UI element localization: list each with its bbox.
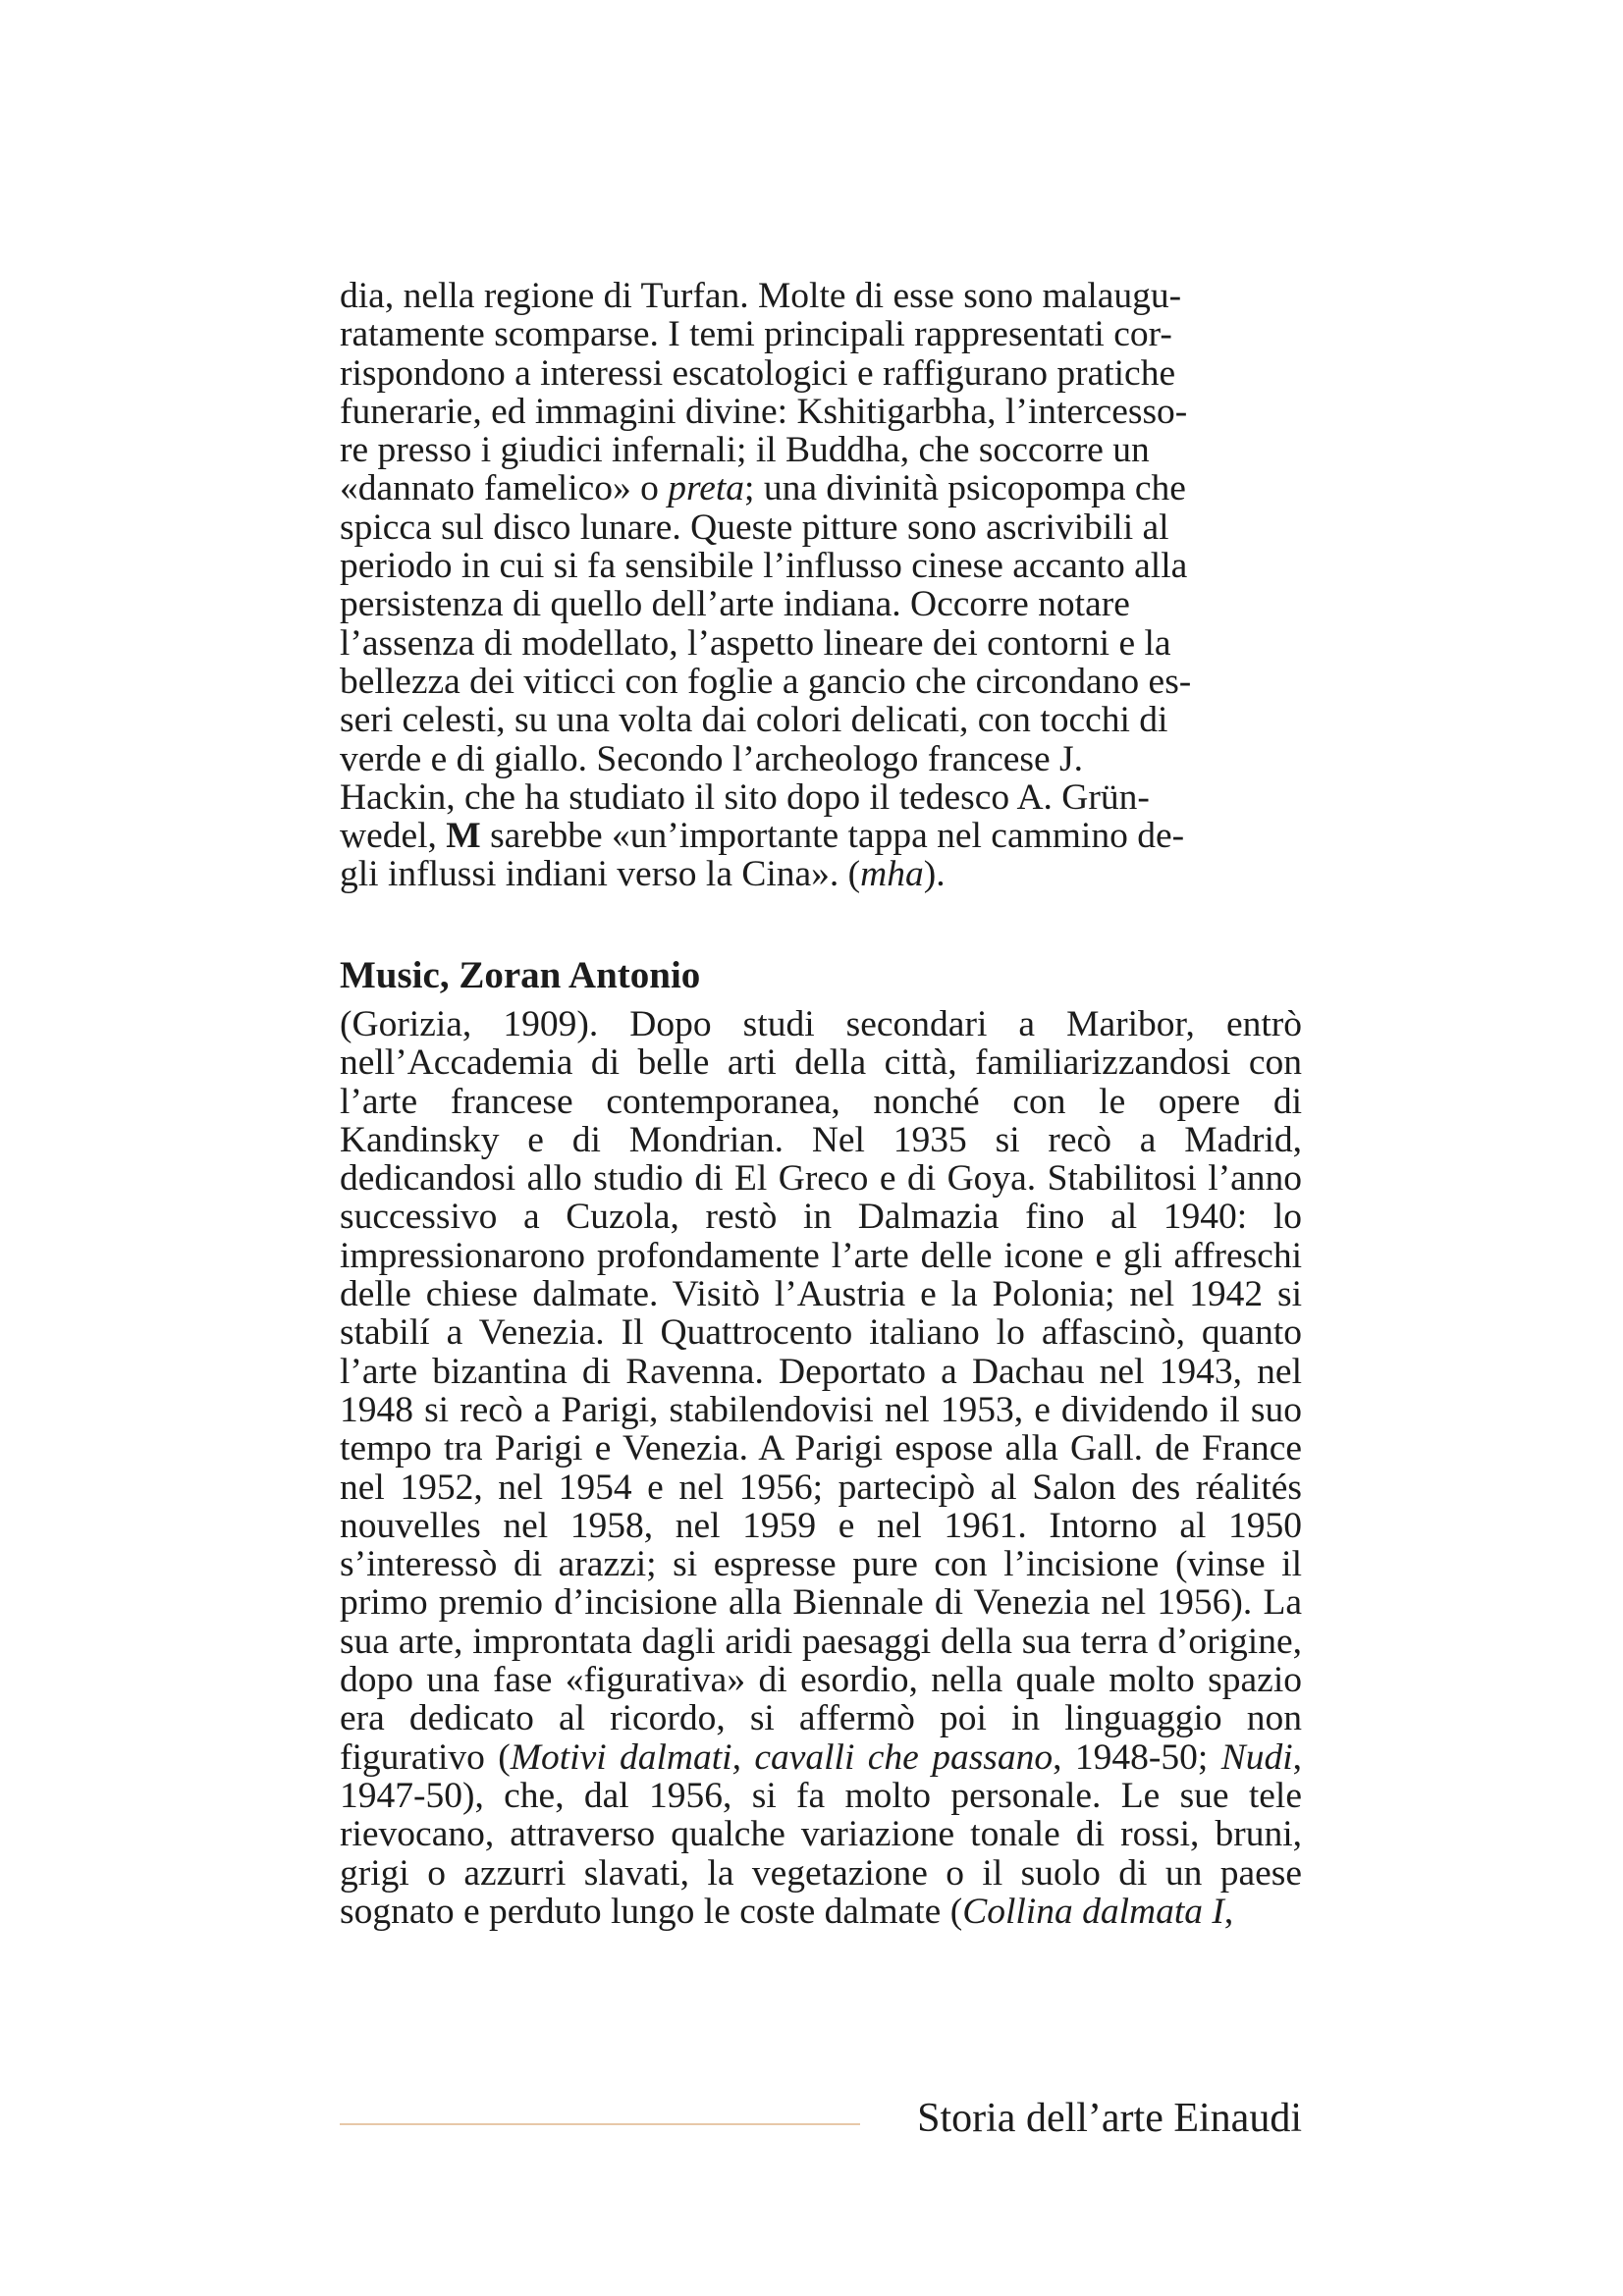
artwork-title: Nudi: [1220, 1736, 1293, 1778]
text-line: ratamente scomparse. I temi principali rappresentati cor-: [340, 314, 1172, 355]
footer-rule: [340, 2123, 860, 2125]
text-line: seri celesti, su una volta dai colori delicati, con tocchi di: [340, 700, 1168, 741]
italic-term: preta: [668, 468, 745, 509]
text-line: verde e di giallo. Secondo l’archeologo francese J.: [340, 738, 1083, 779]
entry-text: , 1948-50;: [1053, 1736, 1221, 1778]
text-line: l’assenza di modellato, l’aspetto lineare dei contorni e la: [340, 622, 1171, 664]
entry-abbreviation: M: [446, 816, 481, 857]
footer-label: Storia dell’arte Einaudi: [917, 2096, 1302, 2141]
text-line: sarebbe «un’importante tappa nel cammino de-: [480, 816, 1185, 857]
text-line: periodo in cui si fa sensibile l’influsso cinese accanto alla: [340, 546, 1188, 587]
text-line: dia, nella regione di Turfan. Molte di esse sono malaugu-: [340, 276, 1182, 316]
text-line: gli influssi indiani verso la Cina». (: [340, 854, 861, 895]
artwork-title: Collina dalmata I: [962, 1891, 1224, 1932]
text-line: spicca sul disco lunare. Queste pitture sono ascrivibili al: [340, 507, 1169, 548]
text-line: «dannato famelico» o: [340, 468, 669, 509]
continuation-paragraph: [340, 277, 1302, 894]
page-footer: [340, 2094, 1302, 2143]
text-line: rispondono a interessi escatologici e raffigurano pratiche: [340, 352, 1176, 394]
text-line: persistenza di quello dell’arte indiana. Occorre notare: [340, 584, 1130, 625]
text-line: ).: [923, 854, 946, 895]
entry-text: , 1947-50), che, dal 1956, si fa molto personale. Le sue tele rievocano, attraverso qualche variazione tonale di rossi, bruni, grigi o azzurri slavati, la vegetazione o il suolo di un paese sognato e perduto lungo le coste dalmate (: [340, 1736, 1302, 1932]
entry-heading: Music, Zoran Antonio: [340, 954, 701, 996]
text-line: ; una divinità psicopompa che: [744, 468, 1186, 509]
text-line: bellezza dei viticci con foglie a gancio che circondano es-: [340, 661, 1192, 702]
text-line: wedel,: [340, 816, 447, 857]
text-line: Hackin, che ha studiato il sito dopo il tedesco A. Grün-: [340, 776, 1150, 818]
entry-text: ,: [1223, 1891, 1234, 1932]
author-initials: mha: [860, 854, 924, 895]
artwork-title: Motivi dalmati, cavalli che passano: [510, 1736, 1054, 1778]
text-line: re presso i giudici infernali; il Buddha, che soccorre un: [340, 430, 1150, 471]
text-line: funerarie, ed immagini divine: Kshitigarbha, l’intercesso-: [340, 391, 1188, 432]
entry-body: [340, 1005, 1302, 1931]
entry-text: (Gorizia, 1909). Dopo studi secondari a Maribor, entrò nell’Accademia di belle arti della città, familiarizzandosi con l’arte francese contemporanea, nonché con le opere di Kandinsky e di Mondrian. Nel 1935 si recò a Madrid, dedicandosi allo studio di El Greco e di Goya. Stabilitosi l’anno successivo a Cuzola, restò in Dalmazia fino al 1940: lo impressionarono profondamente l’arte delle icone e gli affreschi delle chiese dalmate. Visitò l’Austria e la Polonia; nel 1942 si stabilí a Venezia. Il Quattrocento italiano lo affascinò, quanto l’arte bizantina di Ravenna. Deportato a Dachau nel 1943, nel 1948 si recò a Parigi, stabilendovisi nel 1953, e dividendo il suo tempo tra Parigi e Venezia. A Parigi espose alla Gall. de France nel 1952, nel 1954 e nel 1956; partecipò al Salon des réalités nouvelles nel 1958, nel 1959 e nel 1961. Intorno al 1950 s’interessò di arazzi; si espresse pure con l’incisione (vinse il primo premio d’incisione alla Biennale di Venezia nel 1956). La sua arte, improntata dagli aridi paesaggi della sua terra d’origine, dopo una fase «figurativa» di esordio, nella quale molto spazio era dedicato al ricordo, si affermò poi in linguaggio non figurativo (: [340, 1004, 1302, 1778]
